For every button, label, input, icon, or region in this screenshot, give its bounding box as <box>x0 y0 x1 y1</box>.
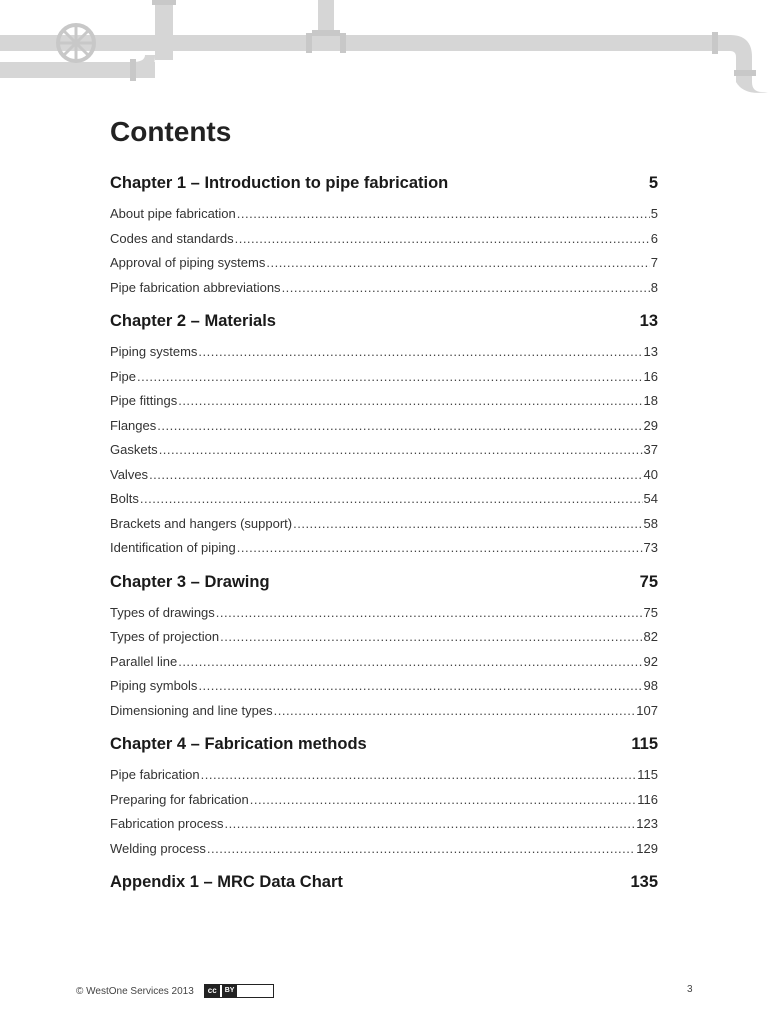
dot-leader <box>159 438 643 463</box>
chapter-title: Chapter 1 – Introduction to pipe fabrication <box>110 174 449 192</box>
toc-entry-page: 5 <box>650 206 658 221</box>
chapter-page: 135 <box>630 873 658 891</box>
toc-entry-label: Approval of piping systems <box>110 255 266 270</box>
dot-leader <box>293 512 642 537</box>
dot-leader <box>201 763 637 788</box>
dot-leader <box>216 601 643 626</box>
dot-leader <box>178 389 642 414</box>
toc-entry-label: Codes and standards <box>110 230 234 246</box>
dot-leader <box>220 625 642 650</box>
toc-entry-page: 73 <box>643 540 658 555</box>
toc-entry-label: Piping systems <box>110 344 198 359</box>
page-title: Contents <box>110 116 232 147</box>
toc-entry-page: 54 <box>643 491 658 506</box>
toc-entry[interactable] <box>110 340 658 365</box>
chapter-heading[interactable] <box>110 303 658 339</box>
dot-leader <box>237 202 650 227</box>
chapter-page: 5 <box>648 174 658 192</box>
toc-entry-label: Dimensioning and line types <box>110 702 273 718</box>
toc-entry-page: 6 <box>650 230 658 246</box>
toc-entry[interactable] <box>110 763 658 788</box>
toc-entry-page: 29 <box>643 417 658 433</box>
toc-entry-page: 129 <box>636 840 658 856</box>
toc-entry-page: 7 <box>650 255 658 270</box>
toc-entry[interactable] <box>110 251 658 276</box>
dot-leader <box>198 674 642 699</box>
toc-entry[interactable] <box>110 389 658 414</box>
toc-entry[interactable] <box>110 463 658 488</box>
dot-leader <box>266 251 649 276</box>
toc-entry-label: Fabrication process <box>110 816 224 831</box>
toc-entry[interactable] <box>110 812 658 837</box>
toc-entry[interactable] <box>110 650 658 675</box>
chapter-title: Chapter 3 – Drawing <box>110 572 270 591</box>
toc-entry-page: 16 <box>643 368 658 384</box>
chapter-title: Appendix 1 – MRC Data Chart <box>110 873 343 891</box>
chapter-entries <box>110 601 658 724</box>
toc-entry[interactable] <box>110 788 658 813</box>
toc-entry-label: Piping symbols <box>110 678 198 693</box>
chapter-title: Chapter 2 – Materials <box>110 312 276 330</box>
toc-entry-label: Parallel line <box>110 653 178 669</box>
chapter-page: 75 <box>639 572 658 591</box>
toc-entry-label: Valves <box>110 466 149 482</box>
toc-entry-label: Types of projection <box>110 629 220 644</box>
chapter-heading[interactable] <box>110 864 658 900</box>
toc-entry-label: Pipe fabrication abbreviations <box>110 279 281 295</box>
toc-entry-page: 98 <box>643 678 658 693</box>
chapter-page: 13 <box>639 312 658 330</box>
dot-leader <box>198 340 642 365</box>
toc-entry-page: 37 <box>643 442 658 457</box>
toc-entry[interactable] <box>110 699 658 724</box>
toc-entry-page: 115 <box>637 767 658 782</box>
chapter-entries <box>110 202 658 300</box>
toc-entry[interactable] <box>110 512 658 537</box>
copyright-text: © WestOne Services 2013 <box>76 985 194 997</box>
toc-entry-page: 92 <box>643 653 658 669</box>
by-mark: BY <box>222 985 238 997</box>
dot-leader <box>207 837 635 862</box>
toc-entry-page: 82 <box>643 629 658 644</box>
toc-entry-page: 116 <box>637 791 658 807</box>
toc-entry-label: Pipe fabrication <box>110 767 200 782</box>
creative-commons-icon <box>204 984 275 998</box>
footer <box>76 984 274 998</box>
toc-entry-page: 123 <box>636 816 658 831</box>
toc-entry-label: Welding process <box>110 840 206 856</box>
toc-entry-label: Pipe <box>110 368 137 384</box>
toc-entry[interactable] <box>110 487 658 512</box>
dot-leader <box>235 227 650 252</box>
toc-entry-label: Types of drawings <box>110 604 215 620</box>
toc-entry-label: Bolts <box>110 491 139 506</box>
dot-leader <box>274 699 636 724</box>
toc-entry[interactable] <box>110 414 658 439</box>
chapter-entries <box>110 763 658 861</box>
toc-entry[interactable] <box>110 438 658 463</box>
toc-entry[interactable] <box>110 837 658 862</box>
toc-entry[interactable] <box>110 601 658 626</box>
dot-leader <box>140 487 643 512</box>
dot-leader <box>237 536 643 561</box>
toc-entry[interactable] <box>110 674 658 699</box>
table-of-contents <box>110 165 658 900</box>
toc-entry-label: Flanges <box>110 417 157 433</box>
dot-leader <box>178 650 642 675</box>
toc-entry-page: 107 <box>636 702 658 718</box>
dot-leader <box>224 812 635 837</box>
toc-entry[interactable] <box>110 276 658 301</box>
chapter-heading[interactable] <box>110 564 658 600</box>
chapter-title: Chapter 4 – Fabrication methods <box>110 735 367 753</box>
toc-entry-label: Brackets and hangers (support) <box>110 515 293 531</box>
toc-entry[interactable] <box>110 227 658 252</box>
dot-leader <box>157 414 642 439</box>
cc-mark: cc <box>205 985 220 997</box>
valve-wheel-icon <box>58 25 94 61</box>
toc-entry-label: About pipe fabrication <box>110 206 236 221</box>
chapter-entries <box>110 340 658 561</box>
chapter-heading[interactable] <box>110 726 658 762</box>
toc-entry[interactable] <box>110 536 658 561</box>
dot-leader <box>149 463 642 488</box>
toc-entry-label: Pipe fittings <box>110 393 178 408</box>
dot-leader <box>282 276 650 301</box>
chapter-page: 115 <box>631 735 658 753</box>
toc-entry-page: 18 <box>643 393 658 408</box>
toc-entry-page: 8 <box>650 279 658 295</box>
toc-entry-page: 40 <box>643 466 658 482</box>
toc-entry[interactable] <box>110 625 658 650</box>
toc-entry-label: Gaskets <box>110 442 158 457</box>
toc-entry-page: 58 <box>643 515 658 531</box>
toc-entry[interactable] <box>110 365 658 390</box>
chapter-heading[interactable] <box>110 165 658 201</box>
toc-entry-page: 75 <box>643 604 658 620</box>
dot-leader <box>137 365 643 390</box>
toc-entry-label: Preparing for fabrication <box>110 791 249 807</box>
toc-entry[interactable] <box>110 202 658 227</box>
toc-entry-label: Identification of piping <box>110 540 236 555</box>
pipe-header-graphic <box>0 0 768 100</box>
dot-leader <box>250 788 637 813</box>
toc-entry-page: 13 <box>643 344 658 359</box>
page-number: 3 <box>687 984 693 995</box>
